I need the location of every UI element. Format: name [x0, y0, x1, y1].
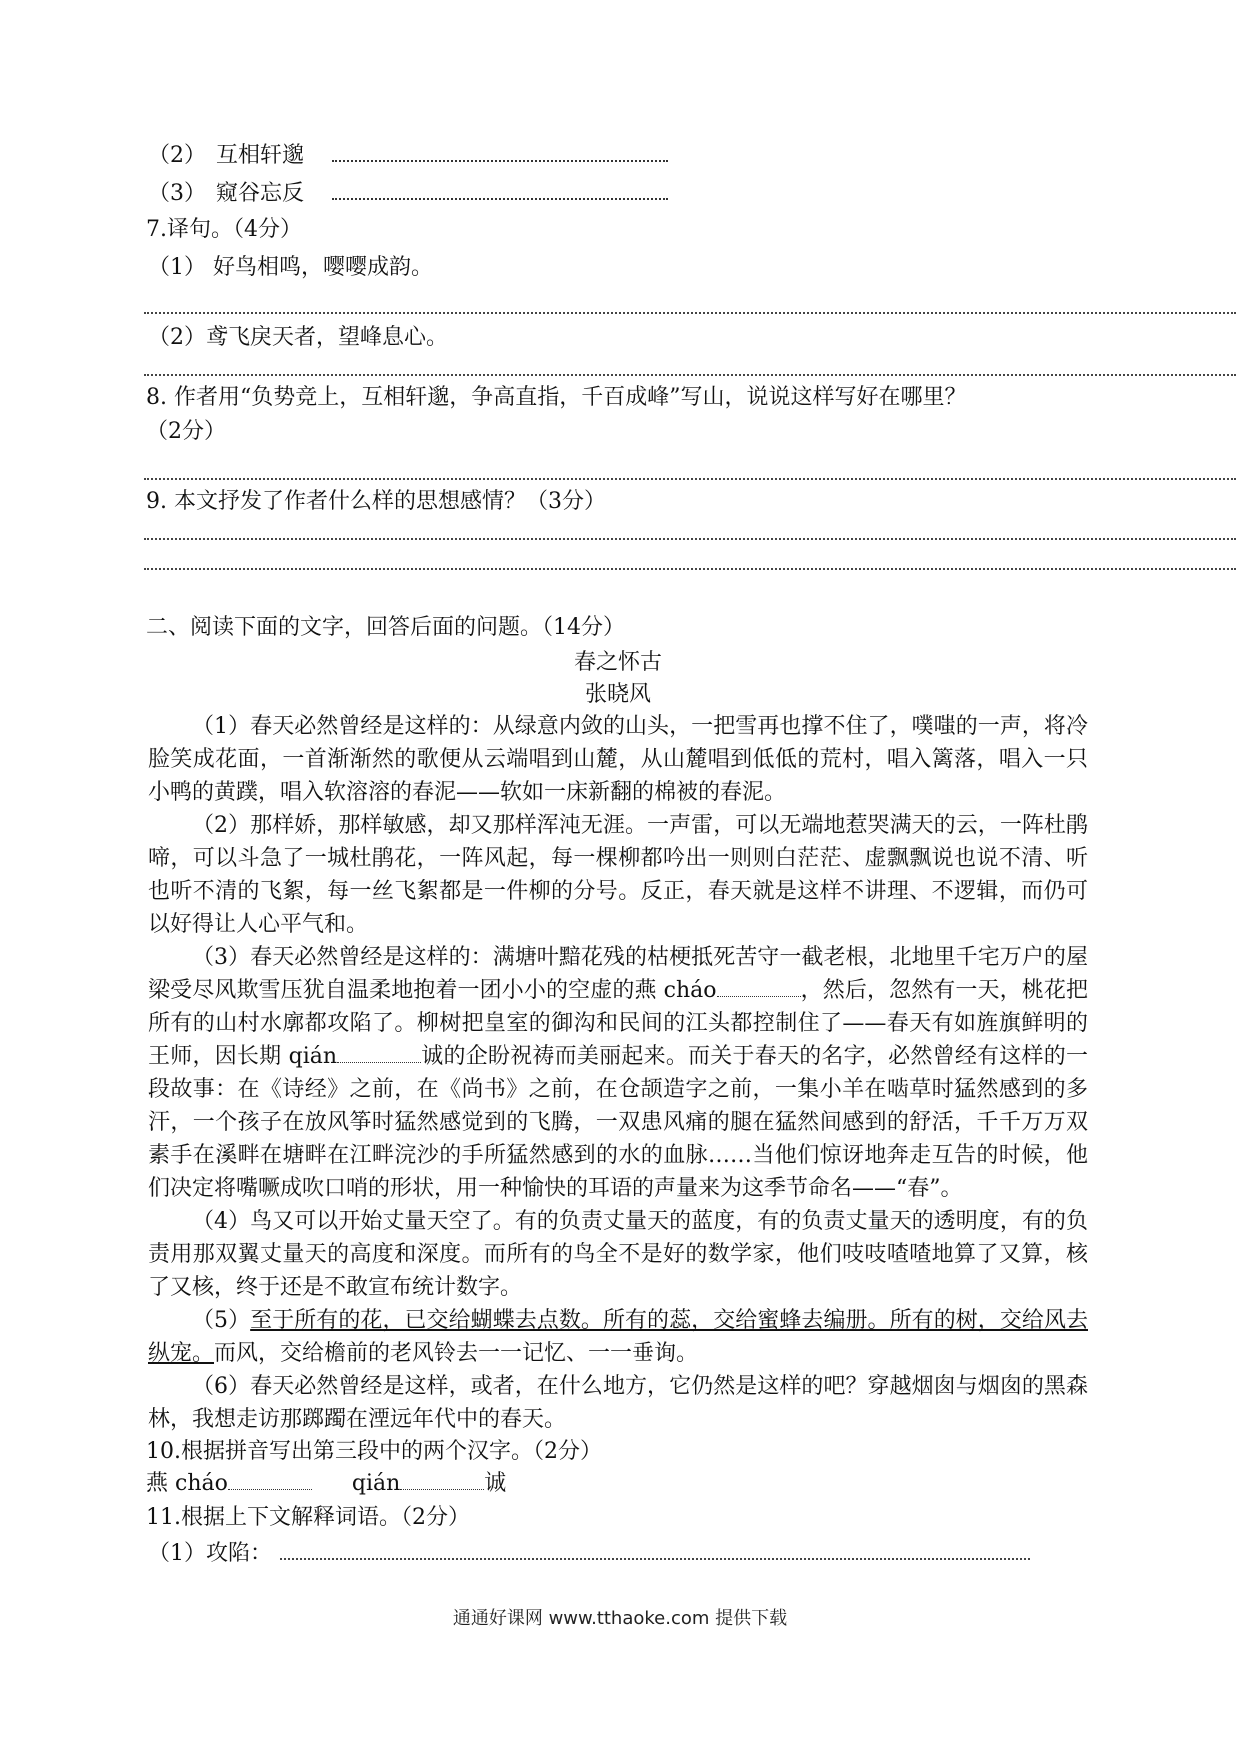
- paragraph-3-part-a: （3）春天必然曾经是这样的：满塘叶黯花残的枯梗抵死苦守一截老根，北地里千宅万户的屋梁受尽风欺雪压犹自温柔地抱着一团小小的空虚的燕 cháo: [148, 945, 1088, 1003]
- passage-body: [148, 710, 1088, 1568]
- q8-score: （2分）: [146, 419, 226, 444]
- q7-item-1-answer-line[interactable]: [144, 312, 1236, 314]
- passage-paragraph-6: （6）春天必然曾经是这样，或者，在什么地方，它仍然是这样的吧？穿越烟囱与烟囱的黑森林，我想走访那踯躅在湮远年代中的春天。: [148, 1374, 1088, 1432]
- q9-answer-line-2[interactable]: [144, 568, 1236, 570]
- q8-answer-line[interactable]: [144, 478, 1236, 480]
- chao-blank[interactable]: [717, 978, 801, 997]
- q6-item-3: [148, 178, 668, 208]
- q9-answer-line-1[interactable]: [144, 538, 1236, 540]
- paragraph-5-rest: 而风，交给檐前的老风铃去一一记忆、一一垂询。: [214, 1341, 699, 1366]
- q10-chao-answer[interactable]: [228, 1471, 312, 1490]
- q6-item-2-blank[interactable]: [332, 140, 668, 162]
- q7-title: 7.译句。（4分）: [146, 217, 302, 242]
- q11-item-1-label: （1）攻陷：: [148, 1541, 272, 1566]
- paragraph-3-part-c: 诚的企盼祝祷而美丽起来。而关于春天的名字，必然曾经有这样的一段故事：在《诗经》之前，在《尚书》之前，在仓颉造字之前，一集小羊在啮草时猛然感到的多汗，一个孩子在放风筝时猛然感觉到的飞腾，一双患风痛的腿在猛然间感到的舒活，千千万万双素手在溪畔在塘畔在江畔浣沙的手所猛然感到的水的血脉……当他们惊讶地奔走互告的时候，他们决定将嘴噘成吹口哨的形状，用一种愉快的耳语的声量来为这季节命名——“春”。: [148, 1044, 1088, 1201]
- section-2-heading: 二、阅读下面的文字，回答后面的问题。（14分）: [146, 615, 625, 640]
- q6-item-3-text: 窥谷忘反: [216, 181, 305, 206]
- qian-blank[interactable]: [337, 1044, 421, 1063]
- q6-item-2: [148, 140, 668, 170]
- q10-answer-row: [146, 1470, 1088, 1498]
- q6-item-2-text: 互相轩邈: [216, 143, 305, 168]
- q11-title: 11.根据上下文解释词语。（2分）: [146, 1505, 470, 1530]
- q10-chao-label: 燕 cháo: [146, 1471, 228, 1496]
- passage-paragraph-4: （4）鸟又可以开始丈量天空了。有的负责丈量天的蓝度，有的负责丈量天的透明度，有的负责用那双翼丈量天的高度和深度。而所有的鸟全不是好的数学家，他们吱吱喳喳地算了又算，核了又核，终于还是不敢宣布统计数字。: [148, 1209, 1088, 1300]
- q10-qian-answer[interactable]: [400, 1471, 484, 1490]
- q10-cheng-label: 诚: [484, 1471, 507, 1496]
- q7-item-2: （2）鸢飞戾天者，望峰息心。: [148, 325, 448, 350]
- q6-item-3-blank[interactable]: [332, 178, 668, 200]
- passage-paragraph-1: （1）春天必然曾经是这样的：从绿意内敛的山头，一把雪再也撑不住了，噗嗤的一声，将冷脸笑成花面，一首渐渐然的歌便从云端唱到山麓，从山麓唱到低低的荒村，唱入篱落，唱入一只小鸭的黄蹼，唱入软溶溶的春泥——软如一床新翻的棉被的春泥。: [148, 714, 1088, 805]
- paragraph-5-underlined: 至于所有的花，已交给蝴蝶去点数。所有的蕊，交给蜜蜂去编册。所有的树，交给风去纵宠。: [148, 1308, 1088, 1366]
- q8-question: 8. 作者用“负势竞上，互相轩邈，争高直指，千百成峰”写山，说说这样写好在哪里？: [146, 385, 967, 410]
- passage-title: 春之怀古: [573, 650, 662, 675]
- footer-source: 通通好课网 www.tthaoke.com 提供下载: [452, 1608, 788, 1629]
- q11-item-1: [148, 1538, 1088, 1568]
- q6-item-3-label: （3）: [148, 181, 206, 206]
- q10-title: 10.根据拼音写出第三段中的两个汉字。（2分）: [146, 1439, 602, 1464]
- paragraph-5-label: （5）: [192, 1308, 251, 1333]
- q11-item-1-answer-line[interactable]: [280, 1538, 1030, 1560]
- passage-paragraph-3: [148, 941, 1088, 1205]
- passage-author: 张晓风: [584, 682, 651, 707]
- q9-question: 9. 本文抒发了作者什么样的思想感情？（3分）: [146, 489, 606, 514]
- q7-item-1: （1） 好鸟相鸣，嘤嘤成韵。: [148, 255, 433, 280]
- q10-qian-label: qián: [351, 1471, 401, 1496]
- q6-item-2-label: （2）: [148, 143, 206, 168]
- q7-item-2-answer-line[interactable]: [144, 374, 1236, 376]
- passage-paragraph-5: [148, 1304, 1088, 1370]
- passage-paragraph-2: （2）那样娇，那样敏感，却又那样浑沌无涯。一声雷，可以无端地惹哭满天的云，一阵杜鹃啼，可以斗急了一城杜鹃花，一阵风起，每一棵柳都吟出一则则白茫茫、虚飘飘说也说不清、听也听不清的飞絮，每一丝飞絮都是一件柳的分号。反正，春天就是这样不讲理、不逻辑，而仍可以好得让人心平气和。: [148, 813, 1088, 937]
- paragraph-3-part-b: ，然后，忽然有一天，桃花把所有的山村水廓都攻陷了。柳树把皇室的御沟和民间的江头都控制住了——春天有如旌旗鲜明的王师，因长期 qián: [148, 978, 1088, 1069]
